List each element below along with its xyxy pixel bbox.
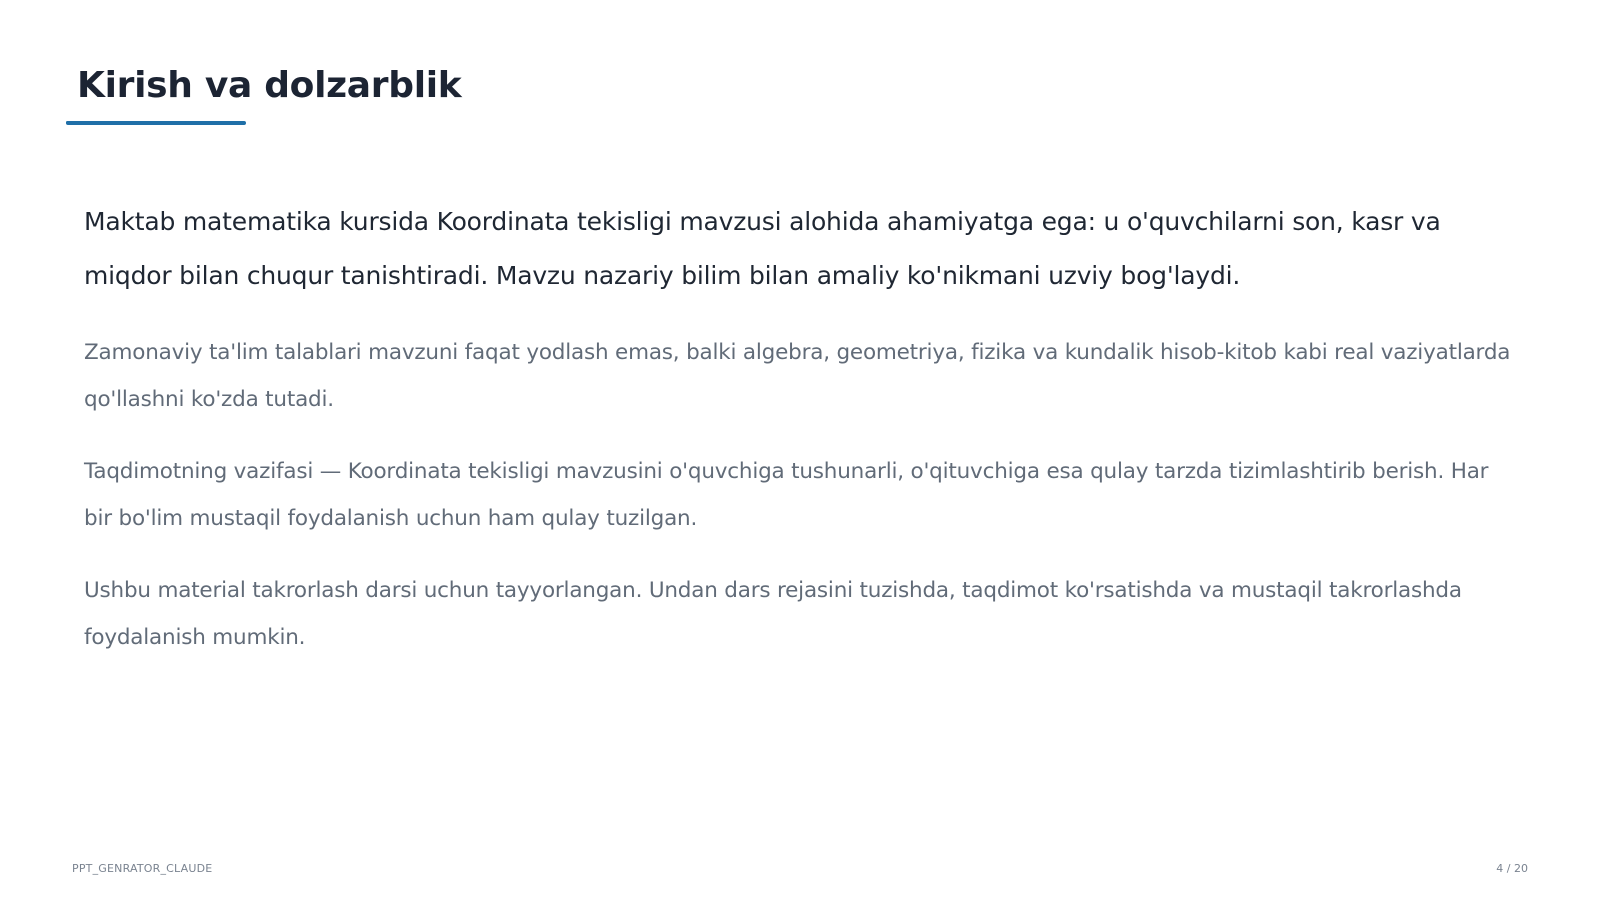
slide-content	[84, 195, 1514, 686]
title-underline-highlight	[66, 121, 186, 124]
slide-title: Kirish va dolzarblik	[77, 65, 462, 106]
footer-source-label: PPT_GENRATOR_CLAUDE	[72, 862, 213, 875]
footer-page-number: 4 / 20	[1496, 862, 1528, 875]
title-underline	[66, 121, 246, 125]
body-paragraph-1: Zamonaviy ta'lim talablari mavzuni faqat yodlash emas, balki algebra, geometriya, fizika va kundalik hisob-kitob kabi real vaziyatlarda qo'llashni ko'zda tutadi.	[84, 340, 1511, 412]
body-paragraph-2: Taqdimotning vazifasi — Koordinata tekisligi mavzusini o'quvchiga tushunarli, o'qituvchiga esa qulay tarzda tizimlashtirib berish. Har bir bo'lim mustaqil foydalanish uchun ham qulay tuzilgan.	[84, 459, 1489, 531]
body-paragraph-3: Ushbu material takrorlash darsi uchun tayyorlangan. Undan dars rejasini tuzishda, taqdimot ko'rsatishda va mustaqil takrorlashda foydalanish mumkin.	[84, 578, 1462, 650]
lead-paragraph: Maktab matematika kursida Koordinata tekisligi mavzusi alohida ahamiyatga ega: u o'quvchilarni son, kasr va miqdor bilan chuqur tanishtiradi. Mavzu nazariy bilim bilan amaliy ko'nikmani uzviy bog'laydi.	[84, 207, 1441, 290]
